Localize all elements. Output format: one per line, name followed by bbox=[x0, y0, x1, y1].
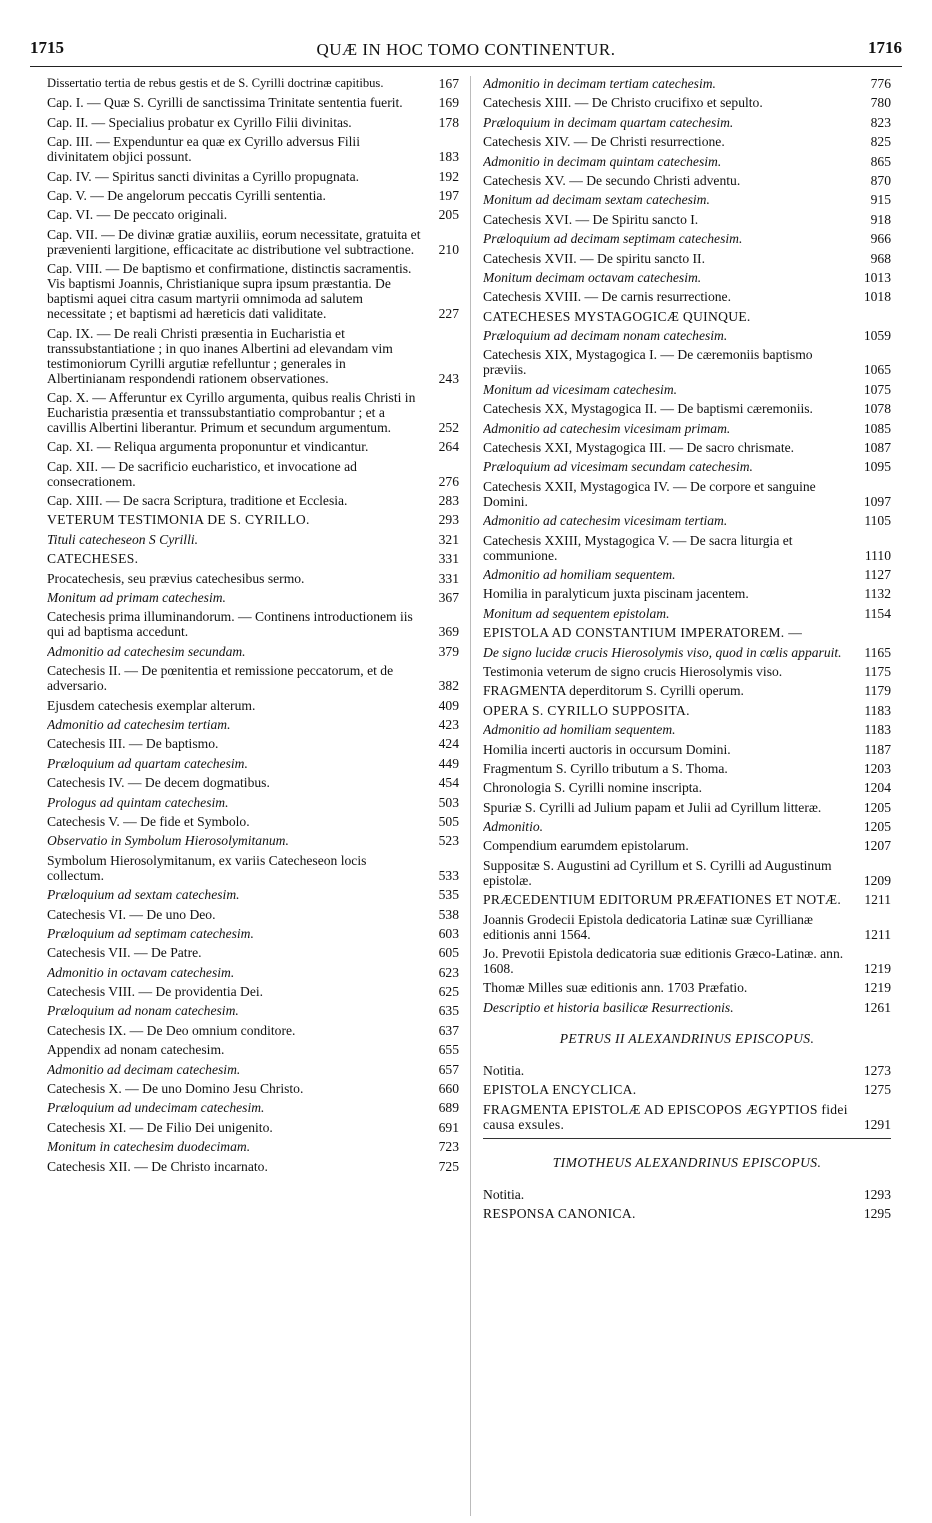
toc-entry-page: 283 bbox=[438, 493, 459, 509]
toc-entry-title: Admonitio ad homiliam sequentem. bbox=[483, 722, 676, 738]
toc-entry bbox=[483, 192, 891, 207]
toc-entry-title: Catechesis V. — De fide et Symbolo. bbox=[47, 813, 250, 829]
toc-entry bbox=[483, 421, 891, 436]
page-number-left: 1715 bbox=[30, 38, 64, 57]
toc-entry-title: Testimonia veterum de signo crucis Hierosolymis viso. bbox=[483, 663, 783, 679]
toc-entry-title: Chronologia S. Cyrilli nomine inscripta. bbox=[483, 780, 702, 796]
toc-entry-page: 691 bbox=[438, 1119, 459, 1135]
toc-entry-title: Catechesis XI. — De Filio Dei unigenito. bbox=[47, 1119, 273, 1135]
header-rule bbox=[30, 66, 902, 67]
page-header bbox=[30, 38, 902, 72]
toc-entry-title: FRAGMENTA EPISTOLÆ AD EPISCOPOS ÆGYPTIOS fidei causa exsules. bbox=[483, 1101, 848, 1132]
toc-entry-page: 1203 bbox=[863, 760, 891, 776]
toc-entry bbox=[47, 795, 459, 810]
toc-entry bbox=[483, 401, 891, 416]
toc-entry-page: 523 bbox=[438, 833, 459, 849]
toc-entry-page: 409 bbox=[438, 697, 459, 713]
toc-entry-page: 1154 bbox=[864, 605, 891, 621]
toc-entry-title: Compendium earumdem epistolarum. bbox=[483, 838, 689, 854]
toc-entry bbox=[483, 625, 891, 640]
toc-entry bbox=[483, 664, 891, 679]
toc-entry-title: Catechesis XVI. — De Spiritu sancto I. bbox=[483, 211, 699, 227]
toc-entry bbox=[47, 926, 459, 941]
toc-entry bbox=[47, 95, 459, 110]
toc-entry-title: Cap. X. — Afferuntur ex Cyrillo argumenta, quibus realis Christi in Eucharistia præsentia et transsubstantiatio comprobantur ; et a cavillis Albertini liberantur. Primum et secundum argumentum. bbox=[47, 389, 416, 435]
toc-entry-page: 1219 bbox=[863, 980, 891, 996]
toc-entry bbox=[47, 169, 459, 184]
toc-entry-page: 1211 bbox=[864, 926, 891, 942]
timotheus-entries bbox=[483, 1187, 891, 1221]
toc-entry-title: Præloquium ad quartam catechesim. bbox=[47, 755, 248, 771]
toc-entry-title: EPISTOLA AD CONSTANTIUM IMPERATOREM. — bbox=[483, 625, 803, 641]
toc-entry-page: 379 bbox=[438, 643, 459, 659]
toc-entry-title: Præloquium ad septimam catechesim. bbox=[47, 925, 254, 941]
toc-entry bbox=[483, 231, 891, 246]
right-column bbox=[483, 76, 891, 1516]
toc-entry bbox=[483, 1000, 891, 1015]
toc-entry bbox=[483, 1102, 891, 1132]
toc-entry-title: Præloquium ad decimam nonam catechesim. bbox=[483, 328, 728, 344]
toc-entry-title: Monitum ad sequentem epistolam. bbox=[483, 605, 670, 621]
toc-entry-page: 776 bbox=[870, 76, 891, 91]
toc-entry-title: Admonitio ad catechesim vicesimam tertiam. bbox=[483, 513, 728, 529]
toc-entry-page: 331 bbox=[438, 570, 459, 586]
toc-entry-title: RESPONSA CANONICA. bbox=[483, 1205, 636, 1221]
toc-entry-page: 823 bbox=[870, 114, 891, 130]
toc-entry-title: Jo. Prevotii Epistola dedicatoria suæ editionis Græco-Latinæ. ann. 1608. bbox=[483, 946, 844, 977]
toc-entry-title: Catechesis VIII. — De providentia Dei. bbox=[47, 984, 264, 1000]
toc-entry-title: Admonitio ad decimam catechesim. bbox=[47, 1061, 241, 1077]
toc-entry bbox=[47, 571, 459, 586]
toc-entry bbox=[47, 439, 459, 454]
toc-entry bbox=[483, 479, 891, 509]
toc-entry bbox=[483, 606, 891, 621]
toc-entry-page: 1207 bbox=[863, 838, 891, 854]
toc-entry-page: 178 bbox=[438, 114, 459, 130]
toc-entry-page: 1211 bbox=[864, 892, 891, 908]
toc-entry bbox=[483, 645, 891, 660]
toc-entry bbox=[483, 347, 891, 377]
toc-entry-title: Monitum in catechesim duodecimam. bbox=[47, 1139, 251, 1155]
toc-entry-title: Catechesis XIX, Mystagogica I. — De cæremoniis baptismo præviis. bbox=[483, 347, 813, 378]
toc-entry-title: Ejusdem catechesis exemplar alterum. bbox=[47, 697, 256, 713]
toc-entry bbox=[47, 1139, 459, 1154]
section-rule bbox=[483, 1138, 891, 1139]
toc-entry-title: OPERA S. CYRILLO SUPPOSITA. bbox=[483, 702, 690, 718]
toc-entry-page: 321 bbox=[438, 531, 459, 547]
toc-entry bbox=[47, 188, 459, 203]
toc-entry bbox=[483, 154, 891, 169]
page-number-right: 1716 bbox=[868, 38, 902, 57]
toc-entry-title: CATECHESES. bbox=[47, 551, 139, 567]
toc-entry bbox=[483, 1082, 891, 1097]
toc-entry bbox=[483, 309, 891, 324]
running-title: QUÆ IN HOC TOMO CONTINENTUR. bbox=[316, 40, 616, 59]
toc-entry bbox=[47, 1100, 459, 1115]
toc-entry-title: Catechesis X. — De uno Domino Jesu Christo. bbox=[47, 1081, 304, 1097]
toc-entry-page: 625 bbox=[438, 984, 459, 1000]
toc-entry bbox=[47, 390, 459, 435]
toc-entry bbox=[47, 965, 459, 980]
toc-entry-title: Catechesis IX. — De Deo omnium conditore. bbox=[47, 1022, 296, 1038]
toc-entry-title: Cap. VII. — De divinæ gratiæ auxiliis, eorum necessitate, gratuita et prævenienti largitione, efficacitate ac distributione vel subtractione. bbox=[47, 226, 421, 257]
toc-entry-title: Spuriæ S. Cyrilli ad Julium papam et Julii ad Cyrillum litteræ. bbox=[483, 799, 822, 815]
toc-entry-page: 1059 bbox=[863, 328, 891, 344]
toc-entry bbox=[483, 95, 891, 110]
toc-entry-page: 1018 bbox=[863, 289, 891, 305]
toc-entry-title: Admonitio ad homiliam sequentem. bbox=[483, 566, 676, 582]
toc-entry-title: Notitia. bbox=[483, 1186, 525, 1202]
toc-entry-page: 1075 bbox=[863, 381, 891, 397]
toc-entry bbox=[47, 590, 459, 605]
toc-entry-page: 533 bbox=[438, 867, 459, 883]
toc-entry bbox=[483, 980, 891, 995]
toc-entry-title: Cap. VIII. — De baptismo et confirmatione, distinctis sacramentis. Vis baptismi Joannis, Christianique supra ipsum præstantia. De baptismi aquei citra casum martyrii omnimoda ad salutem necessitate ; et baptismi ad hæreticis dati validitate. bbox=[47, 261, 412, 322]
toc-entry bbox=[483, 761, 891, 776]
toc-entry-page: 367 bbox=[438, 590, 459, 606]
toc-entry bbox=[47, 945, 459, 960]
toc-entry-page: 252 bbox=[438, 419, 459, 435]
toc-entry bbox=[483, 683, 891, 698]
toc-entry bbox=[47, 1062, 459, 1077]
toc-entry-title: Suppositæ S. Augustini ad Cyrillum et S. Cyrilli ad Augustinum epistolæ. bbox=[483, 857, 832, 888]
toc-entry-page: 603 bbox=[438, 925, 459, 941]
toc-entry-page: 1204 bbox=[863, 780, 891, 796]
toc-entry bbox=[47, 984, 459, 999]
toc-entry-page: 503 bbox=[438, 794, 459, 810]
toc-entry bbox=[47, 134, 459, 164]
toc-entry-title: Catechesis XV. — De secundo Christi adventu. bbox=[483, 172, 741, 188]
toc-entry-title: Joannis Grodecii Epistola dedicatoria Latinæ suæ Cyrillianæ editionis anni 1564. bbox=[483, 911, 813, 942]
toc-entry-title: Monitum ad decimam sextam catechesim. bbox=[483, 192, 710, 208]
toc-entry-title: Catechesis XX, Mystagogica II. — De baptismi cæremoniis. bbox=[483, 401, 813, 417]
toc-entry-page: 915 bbox=[870, 192, 891, 208]
toc-entry bbox=[483, 212, 891, 227]
toc-entry-page: 966 bbox=[870, 231, 891, 247]
toc-entry bbox=[483, 328, 891, 343]
toc-entry bbox=[483, 742, 891, 757]
toc-entry-page: 169 bbox=[438, 95, 459, 111]
left-column bbox=[47, 76, 459, 1516]
toc-entry-page: 725 bbox=[438, 1158, 459, 1174]
toc-entry bbox=[47, 115, 459, 130]
toc-entry-title: Cap. II. — Specialius probatur ex Cyrillo Filii divinitas. bbox=[47, 114, 352, 130]
toc-entry-page: 183 bbox=[438, 149, 459, 165]
toc-entry-page: 369 bbox=[438, 624, 459, 640]
section-heading-timotheus: TIMOTHEUS ALEXANDRINUS EPISCOPUS. bbox=[552, 1154, 822, 1170]
toc-entry-title: Præloquium ad sextam catechesim. bbox=[47, 887, 240, 903]
toc-entry-page: 968 bbox=[870, 250, 891, 266]
toc-entry-title: Cap. IX. — De reali Christi præsentia in Eucharistia et transsubstantiatione ; in quo inanes Albertini ad elevandam vim testimoniorum Cyrilli argutiæ refelluntur ; generales in Albertinianam respondendi rationem observationes. bbox=[47, 325, 393, 386]
toc-entry-page: 1097 bbox=[863, 493, 891, 509]
toc-entry-page: 1179 bbox=[864, 683, 891, 699]
toc-entry bbox=[47, 207, 459, 222]
toc-entry-title: Catechesis XXIII, Mystagogica V. — De sacra liturgia et communione. bbox=[483, 532, 793, 563]
toc-entry-page: 1127 bbox=[864, 566, 891, 582]
toc-entry-title: Admonitio in decimam quintam catechesim. bbox=[483, 153, 722, 169]
toc-entry-title: Cap. VI. — De peccato originali. bbox=[47, 207, 228, 223]
toc-entry-title: Admonitio in octavam catechesim. bbox=[47, 964, 235, 980]
toc-entry bbox=[47, 532, 459, 547]
toc-entry-title: Cap. XI. — Reliqua argumenta proponuntur et vindicantur. bbox=[47, 439, 369, 455]
toc-entry bbox=[47, 1081, 459, 1096]
toc-entry bbox=[483, 722, 891, 737]
toc-entry-title: Tituli catecheseon S Cyrilli. bbox=[47, 531, 199, 547]
toc-entry bbox=[47, 1042, 459, 1057]
toc-entry-page: 605 bbox=[438, 945, 459, 961]
toc-entry-title: Præloquium ad undecimam catechesim. bbox=[47, 1100, 265, 1116]
section-heading-petrus: PETRUS II ALEXANDRINUS EPISCOPUS. bbox=[559, 1030, 815, 1046]
toc-entry-page: 1209 bbox=[863, 872, 891, 888]
toc-entry-title: Observatio in Symbolum Hierosolymitanum. bbox=[47, 833, 289, 849]
toc-entry-page: 538 bbox=[438, 906, 459, 922]
toc-entry-title: Monitum decimam octavam catechesim. bbox=[483, 269, 702, 285]
toc-entry-page: 243 bbox=[438, 370, 459, 386]
toc-entry bbox=[47, 1159, 459, 1174]
toc-entry-page: 1183 bbox=[864, 722, 891, 738]
toc-entry bbox=[483, 459, 891, 474]
toc-entry-title: Præloquium ad decimam septimam catechesim. bbox=[483, 231, 743, 247]
toc-entry-page: 1219 bbox=[863, 961, 891, 977]
toc-entry-page: 205 bbox=[438, 207, 459, 223]
toc-entry-title: Cap. V. — De angelorum peccatis Cyrilli sententia. bbox=[47, 187, 326, 203]
toc-entry-title: EPISTOLA ENCYCLICA. bbox=[483, 1082, 637, 1098]
toc-entry-page: 825 bbox=[870, 134, 891, 150]
toc-entry-title: Cap. I. — Quæ S. Cyrilli de sanctissima Trinitate sententia fuerit. bbox=[47, 95, 403, 111]
toc-entry-page: 1293 bbox=[863, 1186, 891, 1202]
toc-entry-page: 1291 bbox=[863, 1116, 891, 1132]
toc-entry bbox=[47, 717, 459, 732]
toc-entry-title: Descriptio et historia basilicæ Resurrectionis. bbox=[483, 999, 734, 1015]
toc-entry bbox=[47, 644, 459, 659]
toc-entry bbox=[483, 270, 891, 285]
toc-entry-page: 1105 bbox=[864, 513, 891, 529]
toc-entry-page: 1013 bbox=[863, 269, 891, 285]
toc-entry-title: Admonitio ad catechesim tertiam. bbox=[47, 716, 231, 732]
toc-entry bbox=[483, 76, 891, 91]
toc-entry bbox=[483, 1063, 891, 1078]
toc-entry-page: 635 bbox=[438, 1003, 459, 1019]
toc-entry bbox=[483, 115, 891, 130]
toc-entry-title: Cap. IV. — Spiritus sancti divinitas a Cyrillo propugnata. bbox=[47, 168, 359, 184]
toc-entry bbox=[47, 609, 459, 639]
toc-entry bbox=[483, 912, 891, 942]
toc-entry bbox=[47, 814, 459, 829]
toc-entry-page: 870 bbox=[870, 172, 891, 188]
toc-entry-title: FRAGMENTA deperditorum S. Cyrilli operum. bbox=[483, 683, 744, 699]
toc-entry-title: Catechesis XXI, Mystagogica III. — De sacro chrismate. bbox=[483, 440, 795, 456]
toc-entry-title: Admonitio in decimam tertiam catechesim. bbox=[483, 76, 716, 91]
toc-entry-title: Admonitio ad catechesim vicesimam primam. bbox=[483, 420, 731, 436]
toc-entry-title: Cap. XII. — De sacrificio eucharistico, et invocatione ad consecrationem. bbox=[47, 458, 357, 489]
toc-entry bbox=[47, 261, 459, 321]
toc-entry-title: Homilia in paralyticum juxta piscinam jacentem. bbox=[483, 586, 749, 602]
toc-entry-page: 1187 bbox=[864, 741, 891, 757]
toc-entry-title: Appendix ad nonam catechesim. bbox=[47, 1042, 225, 1058]
toc-entry-page: 210 bbox=[438, 241, 459, 257]
toc-entry-title: PRÆCEDENTIUM EDITORUM PRÆFATIONES ET NOTÆ. bbox=[483, 892, 842, 908]
toc-entry-title: Homilia incerti auctoris in occursum Domini. bbox=[483, 741, 731, 757]
toc-entry bbox=[47, 76, 459, 91]
toc-entry-title: Cap. XIII. — De sacra Scriptura, traditione et Ecclesia. bbox=[47, 493, 348, 509]
toc-entry bbox=[483, 513, 891, 528]
toc-entry-page: 293 bbox=[438, 512, 459, 528]
toc-entry-page: 623 bbox=[438, 964, 459, 980]
toc-entry-title: Fragmentum S. Cyrillo tributum a S. Thoma. bbox=[483, 760, 728, 776]
toc-entry-page: 1205 bbox=[863, 819, 891, 835]
toc-entry-page: 1175 bbox=[864, 663, 891, 679]
toc-entry bbox=[47, 1120, 459, 1135]
toc-entry bbox=[483, 586, 891, 601]
toc-entry bbox=[483, 703, 891, 718]
toc-entry-page: 657 bbox=[438, 1061, 459, 1077]
toc-entry bbox=[483, 838, 891, 853]
toc-entry bbox=[47, 736, 459, 751]
toc-entry-page: 192 bbox=[438, 168, 459, 184]
toc-entry-page: 689 bbox=[438, 1100, 459, 1116]
toc-entry-title: Catechesis XXII, Mystagogica IV. — De corpore et sanguine Domini. bbox=[483, 478, 816, 509]
toc-entry-page: 276 bbox=[438, 473, 459, 489]
toc-entry-page: 331 bbox=[438, 551, 459, 567]
toc-entry-title: Admonitio ad catechesim secundam. bbox=[47, 643, 246, 659]
toc-entry-title: Catechesis XVIII. — De carnis resurrectione. bbox=[483, 289, 731, 305]
toc-entry-page: 1078 bbox=[863, 401, 891, 417]
toc-entry-title: Catechesis XVII. — De spiritu sancto II. bbox=[483, 250, 705, 266]
toc-entry-title: Catechesis VI. — De uno Deo. bbox=[47, 906, 216, 922]
toc-entry bbox=[483, 819, 891, 834]
toc-entry-page: 660 bbox=[438, 1081, 459, 1097]
toc-entry-page: 449 bbox=[438, 755, 459, 771]
toc-entry bbox=[47, 775, 459, 790]
toc-entry bbox=[483, 382, 891, 397]
toc-entry bbox=[47, 512, 459, 527]
toc-entry-page: 655 bbox=[438, 1042, 459, 1058]
toc-entry-title: Dissertatio tertia de rebus gestis et de S. Cyrilli doctrinæ capitibus. bbox=[47, 76, 384, 90]
toc-entry bbox=[47, 1023, 459, 1038]
toc-entry bbox=[483, 858, 891, 888]
toc-entry-page: 1165 bbox=[864, 644, 891, 660]
toc-entry bbox=[47, 551, 459, 566]
toc-entry-page: 1065 bbox=[863, 362, 891, 378]
toc-entry-page: 197 bbox=[438, 187, 459, 203]
toc-entry-page: 1110 bbox=[864, 547, 891, 563]
toc-entry-page: 1205 bbox=[863, 799, 891, 815]
toc-entry bbox=[47, 493, 459, 508]
toc-entry-title: Monitum ad primam catechesim. bbox=[47, 590, 226, 606]
toc-entry-page: 1095 bbox=[863, 459, 891, 475]
toc-entry-page: 1183 bbox=[864, 702, 891, 718]
toc-entry-page: 424 bbox=[438, 736, 459, 752]
toc-entry-title: Catechesis XIV. — De Christi resurrectione. bbox=[483, 134, 725, 150]
toc-entry-page: 1261 bbox=[863, 999, 891, 1015]
toc-entry bbox=[483, 134, 891, 149]
toc-entry bbox=[483, 892, 891, 907]
toc-entry-title: Præloquium in decimam quartam catechesim. bbox=[483, 114, 734, 130]
toc-entry-title: VETERUM TESTIMONIA DE S. CYRILLO. bbox=[47, 512, 310, 528]
toc-entry bbox=[47, 326, 459, 386]
toc-entry-title: Catechesis prima illuminandorum. — Continens introductionem iis qui ad baptisma accedunt. bbox=[47, 609, 413, 640]
toc-entry-title: Symbolum Hierosolymitanum, ex variis Catecheseon locis collectum. bbox=[47, 852, 367, 883]
toc-entry bbox=[47, 698, 459, 713]
toc-entry-page: 382 bbox=[438, 678, 459, 694]
toc-entry-title: Catechesis VII. — De Patre. bbox=[47, 945, 202, 961]
toc-entry-title: Admonitio. bbox=[483, 819, 544, 835]
toc-entry bbox=[47, 907, 459, 922]
toc-entry bbox=[483, 440, 891, 455]
toc-entry-title: Monitum ad vicesimam catechesim. bbox=[483, 381, 678, 397]
toc-entry-page: 264 bbox=[438, 439, 459, 455]
toc-entry bbox=[483, 1187, 891, 1202]
toc-entry-title: De signo lucidæ crucis Hierosolymis viso, quod in cœlis apparuit. bbox=[483, 644, 842, 660]
toc-entry-page: 780 bbox=[870, 95, 891, 111]
toc-entry-page: 1295 bbox=[863, 1205, 891, 1221]
toc-entry-page: 918 bbox=[870, 211, 891, 227]
toc-entry-title: Catechesis II. — De pœnitentia et remissione peccatorum, et de adversario. bbox=[47, 663, 394, 694]
toc-entry-title: Catechesis XIII. — De Christo crucifixo et sepulto. bbox=[483, 95, 763, 111]
toc-entry-title: Thomæ Milles suæ editionis ann. 1703 Præfatio. bbox=[483, 980, 748, 996]
toc-entry bbox=[47, 853, 459, 883]
toc-entry-page: 865 bbox=[870, 153, 891, 169]
toc-entry-title: Cap. III. — Expenduntur ea quæ ex Cyrillo adversus Filii divinitatem objici possunt. bbox=[47, 134, 360, 165]
toc-entry-page: 535 bbox=[438, 887, 459, 903]
toc-entry bbox=[47, 833, 459, 848]
toc-entry bbox=[483, 251, 891, 266]
column-divider bbox=[470, 76, 471, 1516]
petrus-entries bbox=[483, 1063, 891, 1132]
toc-entry-page: 423 bbox=[438, 716, 459, 732]
toc-entry-title: Catechesis IV. — De decem dogmatibus. bbox=[47, 775, 270, 791]
toc-entry bbox=[483, 289, 891, 304]
toc-entry bbox=[483, 946, 891, 976]
toc-entry-page: 1273 bbox=[863, 1062, 891, 1078]
toc-entry-page: 454 bbox=[438, 775, 459, 791]
toc-entry bbox=[483, 780, 891, 795]
toc-entry-title: Catechesis XII. — De Christo incarnato. bbox=[47, 1158, 268, 1174]
toc-entry bbox=[47, 459, 459, 489]
toc-entry-title: Procatechesis, seu prævius catechesibus sermo. bbox=[47, 570, 305, 586]
toc-entry bbox=[483, 1206, 891, 1221]
toc-entry bbox=[483, 173, 891, 188]
toc-entry-page: 505 bbox=[438, 813, 459, 829]
toc-entry bbox=[47, 227, 459, 257]
toc-entry-title: Prologus ad quintam catechesim. bbox=[47, 794, 229, 810]
toc-entry bbox=[47, 663, 459, 693]
toc-entry-title: Catechesis III. — De baptismo. bbox=[47, 736, 219, 752]
toc-entry-page: 637 bbox=[438, 1022, 459, 1038]
toc-entry-title: CATECHESES MYSTAGOGICÆ QUINQUE. bbox=[483, 308, 751, 324]
toc-entry bbox=[483, 533, 891, 563]
toc-entry bbox=[47, 756, 459, 771]
toc-entry-page: 1132 bbox=[864, 586, 891, 602]
toc-entry-title: Præloquium ad vicesimam secundam catechesim. bbox=[483, 459, 753, 475]
toc-entry-page: 167 bbox=[438, 76, 459, 91]
toc-entry-page: 723 bbox=[438, 1139, 459, 1155]
toc-entry-page: 1087 bbox=[863, 440, 891, 456]
toc-entry bbox=[47, 1003, 459, 1018]
toc-entry bbox=[47, 887, 459, 902]
toc-entry-page: 1085 bbox=[863, 420, 891, 436]
toc-entry-page: 227 bbox=[438, 306, 459, 322]
toc-entry bbox=[483, 567, 891, 582]
right-column-entries bbox=[483, 76, 891, 1015]
toc-entry-page: 1275 bbox=[863, 1082, 891, 1098]
toc-entry bbox=[483, 800, 891, 815]
toc-entry-title: Præloquium ad nonam catechesim. bbox=[47, 1003, 239, 1019]
toc-entry-title: Notitia. bbox=[483, 1062, 525, 1078]
